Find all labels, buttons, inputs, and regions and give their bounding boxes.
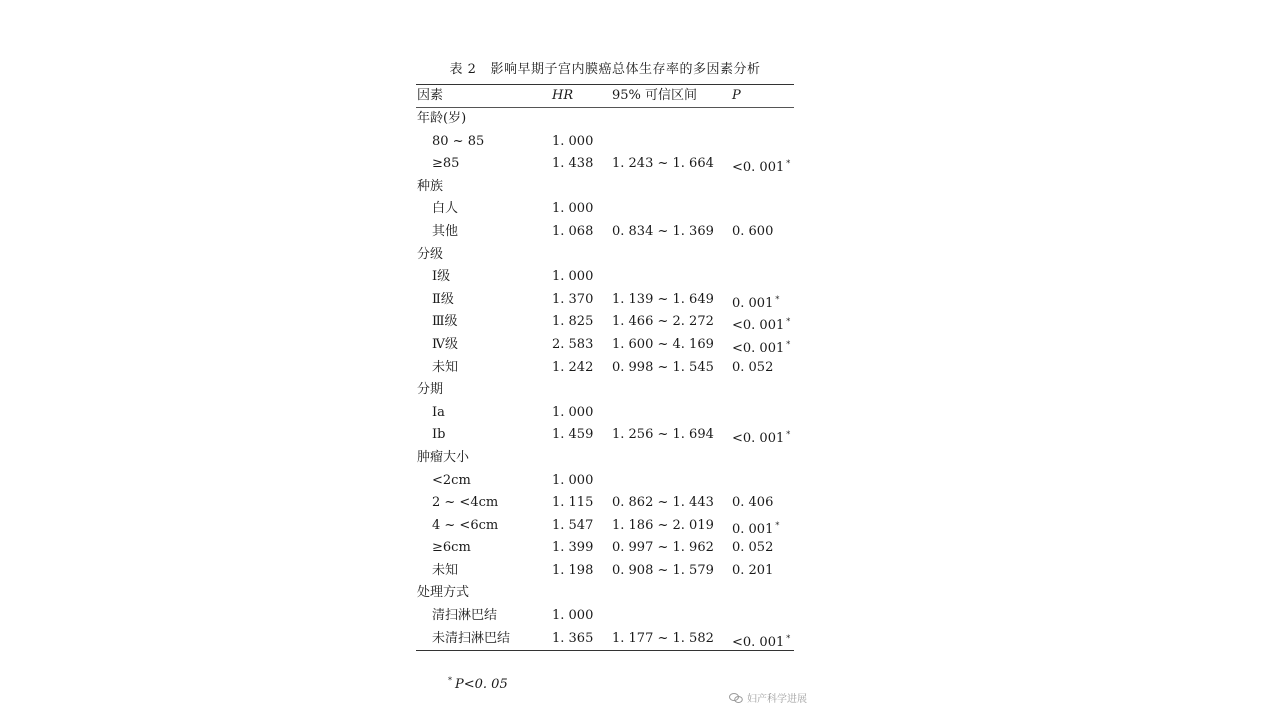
cell-p-text: <0. 001 <box>732 160 785 176</box>
table-group-row <box>416 244 794 267</box>
cell-ci <box>612 221 732 244</box>
cell-p <box>732 198 794 221</box>
table-row <box>416 357 794 380</box>
cell-factor-text: 未知 <box>432 562 459 578</box>
cell-ci-text: 0. 834 ~ 1. 369 <box>612 223 714 239</box>
cell-ci <box>612 131 732 154</box>
cell-hr <box>552 334 612 357</box>
cell-p-text: 0. 201 <box>732 562 774 578</box>
cell-hr <box>552 266 612 289</box>
wechat-icon <box>729 693 743 703</box>
cell-p <box>732 628 794 651</box>
cell-p <box>732 357 794 380</box>
cell-hr-text: 1. 000 <box>552 269 594 285</box>
cell-ci-text: 1. 600 ~ 4. 169 <box>612 336 714 352</box>
cell-p <box>732 311 794 334</box>
cell-hr-text: 2. 583 <box>552 336 594 352</box>
table-row <box>416 628 794 651</box>
cell-ci-text: 0. 997 ~ 1. 962 <box>612 540 714 556</box>
cell-p <box>732 537 794 560</box>
cell-factor <box>416 198 552 221</box>
cell-hr-text: 1. 459 <box>552 427 594 443</box>
cell-factor-text: Ia <box>432 404 445 420</box>
cell-p-text: 0. 001 <box>732 521 774 537</box>
significance-marker: * <box>786 633 791 643</box>
cell-factor <box>416 470 552 493</box>
table-row <box>416 311 794 334</box>
cell-factor <box>416 515 552 538</box>
cell-factor <box>416 311 552 334</box>
table-group-row <box>416 108 794 131</box>
cell-hr <box>552 153 612 176</box>
cell-hr <box>552 605 612 628</box>
cell-factor <box>416 379 552 402</box>
cell-factor-text: 80 ~ 85 <box>432 133 485 149</box>
cell-p <box>732 447 794 470</box>
table-row <box>416 198 794 221</box>
cell-factor-text: <2cm <box>432 472 471 488</box>
cell-ci <box>612 357 732 380</box>
table-row <box>416 515 794 538</box>
cell-hr <box>552 198 612 221</box>
cell-p <box>732 153 794 176</box>
cell-ci <box>612 537 732 560</box>
cell-factor <box>416 266 552 289</box>
cell-ci <box>612 470 732 493</box>
cell-p <box>732 176 794 199</box>
cell-hr <box>552 515 612 538</box>
cell-p-text: 0. 052 <box>732 359 774 375</box>
cell-hr <box>552 492 612 515</box>
cell-ci <box>612 560 732 583</box>
cell-factor-text: 清扫淋巴结 <box>432 608 498 624</box>
cell-ci-text: 1. 177 ~ 1. 582 <box>612 630 714 646</box>
cell-factor <box>416 221 552 244</box>
cell-p <box>732 379 794 402</box>
cell-hr <box>552 424 612 447</box>
cell-hr-text: 1. 198 <box>552 562 594 578</box>
table-group-row <box>416 582 794 605</box>
cell-factor-text: 分级 <box>417 246 444 262</box>
cell-factor-text: 4 ~ <6cm <box>432 517 499 533</box>
table-row <box>416 221 794 244</box>
cell-p <box>732 492 794 515</box>
header-factor: 因素 <box>417 88 444 103</box>
cell-hr <box>552 447 612 470</box>
cell-hr-text: 1. 115 <box>552 495 594 511</box>
cell-ci <box>612 244 732 267</box>
cell-ci-text: 1. 186 ~ 2. 019 <box>612 517 714 533</box>
cell-p-text: 0. 001 <box>732 295 774 311</box>
table-row <box>416 492 794 515</box>
cell-hr <box>552 244 612 267</box>
significance-marker: * <box>786 339 791 349</box>
cell-factor <box>416 334 552 357</box>
cell-factor-text: ≥6cm <box>432 540 471 556</box>
cell-p <box>732 424 794 447</box>
cell-ci-text: 0. 862 ~ 1. 443 <box>612 495 714 511</box>
cell-factor-text: 分期 <box>417 382 444 398</box>
cell-factor-text: 种族 <box>417 178 444 194</box>
cell-p-text: <0. 001 <box>732 318 785 334</box>
table-row <box>416 605 794 628</box>
cell-p-text: <0. 001 <box>732 634 785 650</box>
bottom-rule <box>416 650 794 651</box>
table-number: 表 2 <box>449 62 477 77</box>
footnote <box>448 671 508 691</box>
cell-ci-text: 1. 243 ~ 1. 664 <box>612 156 714 172</box>
cell-factor-text: 白人 <box>432 201 459 217</box>
cell-p <box>732 560 794 583</box>
cell-hr-text: 1. 825 <box>552 314 594 330</box>
cell-hr-text: 1. 399 <box>552 540 594 556</box>
cell-factor-text: Ib <box>432 427 446 443</box>
table-row <box>416 424 794 447</box>
cell-factor <box>416 537 552 560</box>
footnote-text: P<0. 05 <box>455 677 508 692</box>
cell-ci <box>612 492 732 515</box>
cell-hr <box>552 560 612 583</box>
cell-factor <box>416 131 552 154</box>
cell-ci <box>612 311 732 334</box>
table-row <box>416 131 794 154</box>
cell-hr <box>552 311 612 334</box>
cell-ci <box>612 447 732 470</box>
table-header <box>416 85 794 107</box>
cell-p <box>732 470 794 493</box>
cell-hr <box>552 537 612 560</box>
cell-ci <box>612 334 732 357</box>
table-row <box>416 289 794 312</box>
cell-factor <box>416 582 552 605</box>
significance-marker: * <box>786 317 791 327</box>
table-group-row <box>416 447 794 470</box>
cell-ci-text: 1. 466 ~ 2. 272 <box>612 314 714 330</box>
cell-p <box>732 582 794 605</box>
cell-ci <box>612 424 732 447</box>
cell-factor-text: Ⅳ级 <box>432 336 458 352</box>
cell-factor <box>416 447 552 470</box>
significance-marker: * <box>786 159 791 169</box>
cell-p-text: 0. 406 <box>732 495 774 511</box>
cell-factor <box>416 424 552 447</box>
cell-p-text: <0. 001 <box>732 340 785 356</box>
significance-marker: * <box>775 294 780 304</box>
cell-hr <box>552 628 612 651</box>
cell-ci <box>612 289 732 312</box>
watermark-text: 妇产科学进展 <box>747 694 807 705</box>
cell-ci <box>612 176 732 199</box>
cell-factor <box>416 492 552 515</box>
cell-ci-text: 1. 139 ~ 1. 649 <box>612 291 714 307</box>
cell-hr <box>552 176 612 199</box>
table-row <box>416 334 794 357</box>
cell-ci <box>612 402 732 425</box>
table-document <box>416 56 794 651</box>
cell-factor-text: 未清扫淋巴结 <box>432 630 511 646</box>
cell-factor-text: 2 ~ <4cm <box>432 495 499 511</box>
cell-hr <box>552 108 612 131</box>
cell-factor <box>416 560 552 583</box>
cell-p <box>732 266 794 289</box>
cell-factor-text: Ⅲ级 <box>432 314 458 330</box>
table-body <box>416 108 794 650</box>
cell-p <box>732 402 794 425</box>
header-hr: HR <box>552 88 574 103</box>
cell-hr <box>552 131 612 154</box>
cell-p-text: 0. 600 <box>732 223 774 239</box>
cell-ci <box>612 153 732 176</box>
table-row <box>416 402 794 425</box>
cell-ci <box>612 108 732 131</box>
cell-factor <box>416 244 552 267</box>
cell-factor-text: Ⅰ级 <box>432 269 451 285</box>
cell-hr-text: 1. 438 <box>552 156 594 172</box>
cell-hr-text: 1. 365 <box>552 630 594 646</box>
cell-ci <box>612 582 732 605</box>
cell-hr-text: 1. 000 <box>552 201 594 217</box>
cell-factor <box>416 402 552 425</box>
cell-factor-text: 其他 <box>432 223 459 239</box>
cell-ci <box>612 198 732 221</box>
cell-hr <box>552 357 612 380</box>
cell-ci-text: 0. 998 ~ 1. 545 <box>612 359 714 375</box>
cell-p <box>732 334 794 357</box>
cell-p <box>732 221 794 244</box>
cell-p-text: <0. 001 <box>732 431 785 447</box>
cell-factor-text: 肿瘤大小 <box>417 449 470 465</box>
table-row <box>416 266 794 289</box>
cell-factor-text: 处理方式 <box>417 585 470 601</box>
table-row <box>416 470 794 493</box>
table-title: 影响早期子宫内膜癌总体生存率的多因素分析 <box>490 62 761 77</box>
table-caption <box>416 56 794 84</box>
cell-factor <box>416 605 552 628</box>
table-row <box>416 537 794 560</box>
cell-ci <box>612 515 732 538</box>
cell-factor <box>416 289 552 312</box>
cell-factor <box>416 176 552 199</box>
cell-factor <box>416 628 552 651</box>
cell-p <box>732 244 794 267</box>
cell-hr <box>552 470 612 493</box>
cell-hr-text: 1. 000 <box>552 133 594 149</box>
cell-hr-text: 1. 000 <box>552 472 594 488</box>
cell-hr-text: 1. 000 <box>552 608 594 624</box>
table-group-row <box>416 379 794 402</box>
cell-factor-text: 年龄(岁) <box>417 111 467 126</box>
watermark <box>729 690 807 705</box>
cell-hr <box>552 379 612 402</box>
cell-p <box>732 605 794 628</box>
cell-ci <box>612 379 732 402</box>
cell-ci-text: 0. 908 ~ 1. 579 <box>612 562 714 578</box>
cell-hr-text: 1. 547 <box>552 517 594 533</box>
footnote-star: * <box>448 676 452 685</box>
cell-factor-text: ≥85 <box>432 156 460 172</box>
table-group-row <box>416 176 794 199</box>
header-ci: 95% 可信区间 <box>612 88 698 103</box>
cell-hr-text: 1. 000 <box>552 404 594 420</box>
table-row <box>416 560 794 583</box>
cell-factor <box>416 357 552 380</box>
cell-hr <box>552 221 612 244</box>
cell-hr-text: 1. 068 <box>552 223 594 239</box>
cell-p <box>732 131 794 154</box>
cell-factor <box>416 153 552 176</box>
cell-ci <box>612 628 732 651</box>
cell-factor <box>416 108 552 131</box>
cell-hr <box>552 402 612 425</box>
cell-hr <box>552 582 612 605</box>
cell-hr-text: 1. 242 <box>552 359 594 375</box>
cell-p <box>732 108 794 131</box>
cell-hr-text: 1. 370 <box>552 291 594 307</box>
table-row <box>416 153 794 176</box>
cell-ci <box>612 605 732 628</box>
cell-ci-text: 1. 256 ~ 1. 694 <box>612 427 714 443</box>
cell-hr <box>552 289 612 312</box>
cell-factor-text: 未知 <box>432 359 459 375</box>
cell-p-text: 0. 052 <box>732 540 774 556</box>
significance-marker: * <box>775 520 780 530</box>
header-p: P <box>732 88 741 103</box>
cell-p <box>732 515 794 538</box>
cell-p <box>732 289 794 312</box>
cell-factor-text: Ⅱ级 <box>432 291 454 307</box>
cell-ci <box>612 266 732 289</box>
significance-marker: * <box>786 430 791 440</box>
